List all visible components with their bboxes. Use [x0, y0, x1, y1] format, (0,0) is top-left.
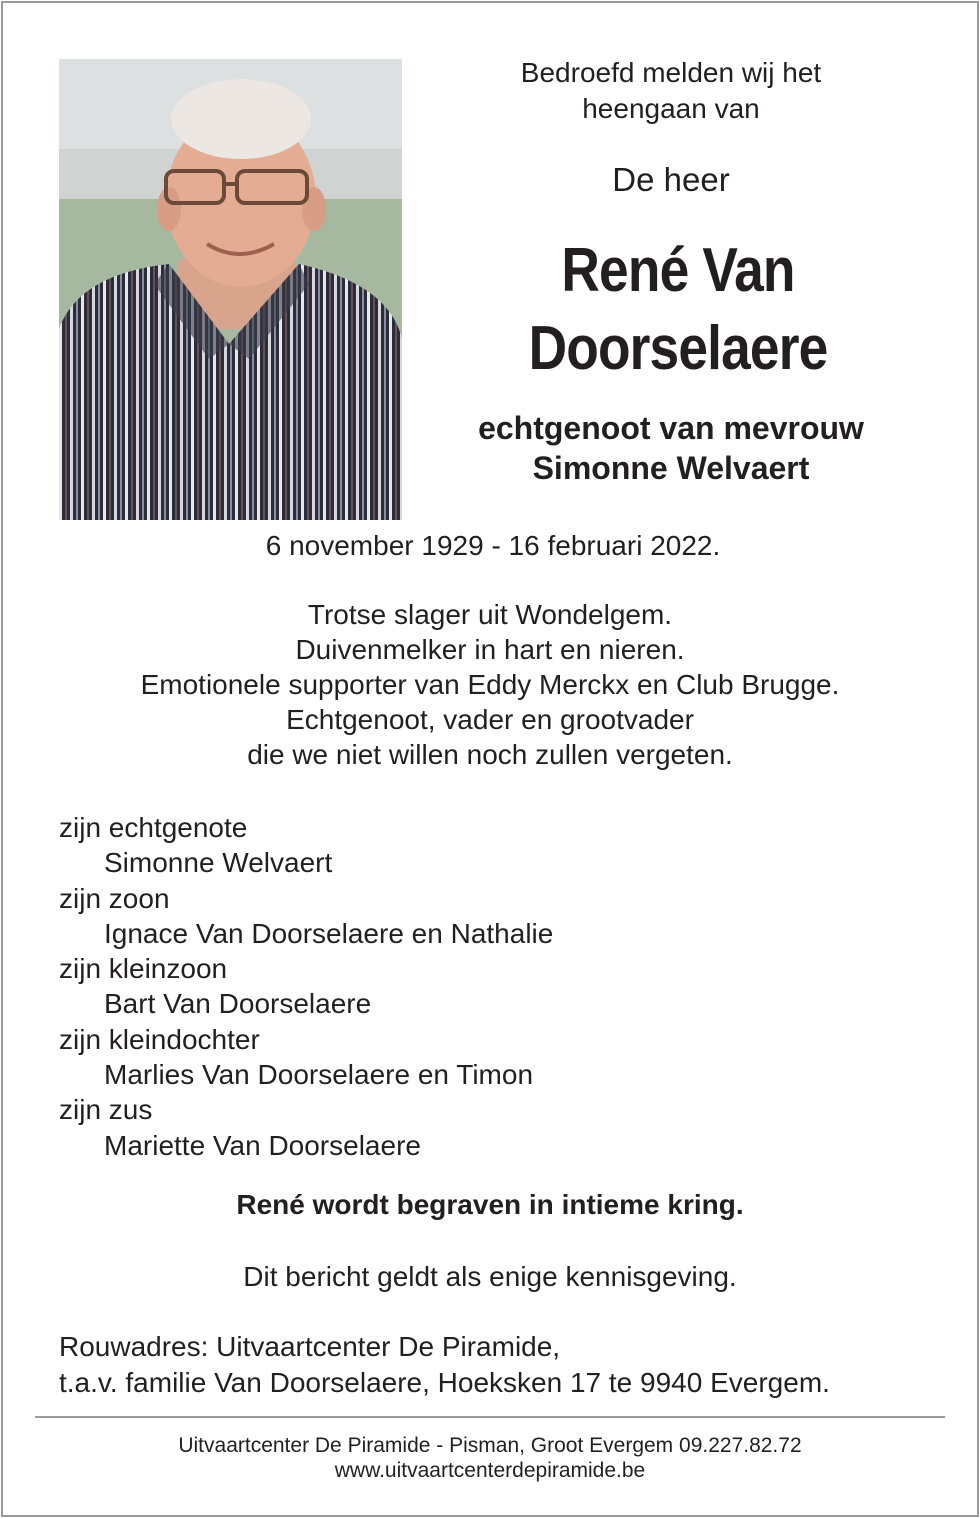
family-relation: zijn echtgenote: [59, 812, 248, 843]
footer-divider: [35, 1416, 945, 1418]
tribute-line: die we niet willen noch zullen vergeten.: [247, 739, 733, 770]
deceased-name: [473, 232, 882, 388]
family-member: Marlies Van Doorselaere en Timon: [104, 1059, 534, 1091]
burial-note: René wordt begraven in intieme kring.: [236, 1189, 744, 1220]
title-prefix: De heer: [612, 161, 730, 198]
family-relation: zijn zoon: [59, 882, 170, 914]
life-dates: 6 november 1929 - 16 februari 2022.: [265, 530, 721, 561]
family-relation: zijn kleinzoon: [59, 953, 228, 985]
spouse-line1: echtgenoot van mevrouw: [478, 410, 864, 446]
tribute-line: Duivenmelker in hart en nieren.: [295, 634, 685, 665]
family-member: Ignace Van Doorselaere en Nathalie: [104, 917, 554, 949]
footer: [0, 1433, 980, 1483]
address-line2: t.a.v. familie Van Doorselaere, Hoeksken 17 te 9940 Evergem.: [59, 1367, 830, 1398]
notice-text: Dit bericht geldt als enige kennisgeving.: [243, 1261, 737, 1292]
deceased-name-line1: René Van: [561, 236, 795, 305]
family-member: Bart Van Doorselaere: [104, 988, 372, 1020]
family-relation: zijn kleindochter: [59, 1023, 260, 1055]
family-relation: zijn zus: [59, 1094, 153, 1126]
spouse-info: [440, 408, 902, 488]
portrait-photo: [59, 59, 402, 520]
footer-company: Uitvaartcenter De Piramide - Pisman, Groot Evergem 09.227.82.72: [178, 1434, 802, 1457]
tribute-line: Trotse slager uit Wondelgem.: [307, 599, 673, 630]
spouse-line2: Simonne Welvaert: [532, 450, 810, 486]
tribute-text: [0, 597, 980, 772]
family-member: Mariette Van Doorselaere: [104, 1129, 421, 1161]
footer-website-link[interactable]: www.uitvaartcenterdepiramide.be: [334, 1459, 646, 1482]
deceased-name-line2: Doorselaere: [528, 314, 828, 383]
intro-text: [460, 55, 882, 127]
tribute-line: Emotionele supporter van Eddy Merckx en Club Brugge.: [140, 669, 840, 700]
mourning-address: [59, 1329, 959, 1401]
family-member: Simonne Welvaert: [104, 847, 333, 879]
intro-text-content: Bedroefd melden wij het heengaan van: [520, 57, 822, 124]
address-line1: Rouwadres: Uitvaartcenter De Piramide,: [59, 1331, 561, 1362]
family-list: [59, 810, 759, 1163]
tribute-line: Echtgenoot, vader en grootvader: [286, 704, 694, 735]
